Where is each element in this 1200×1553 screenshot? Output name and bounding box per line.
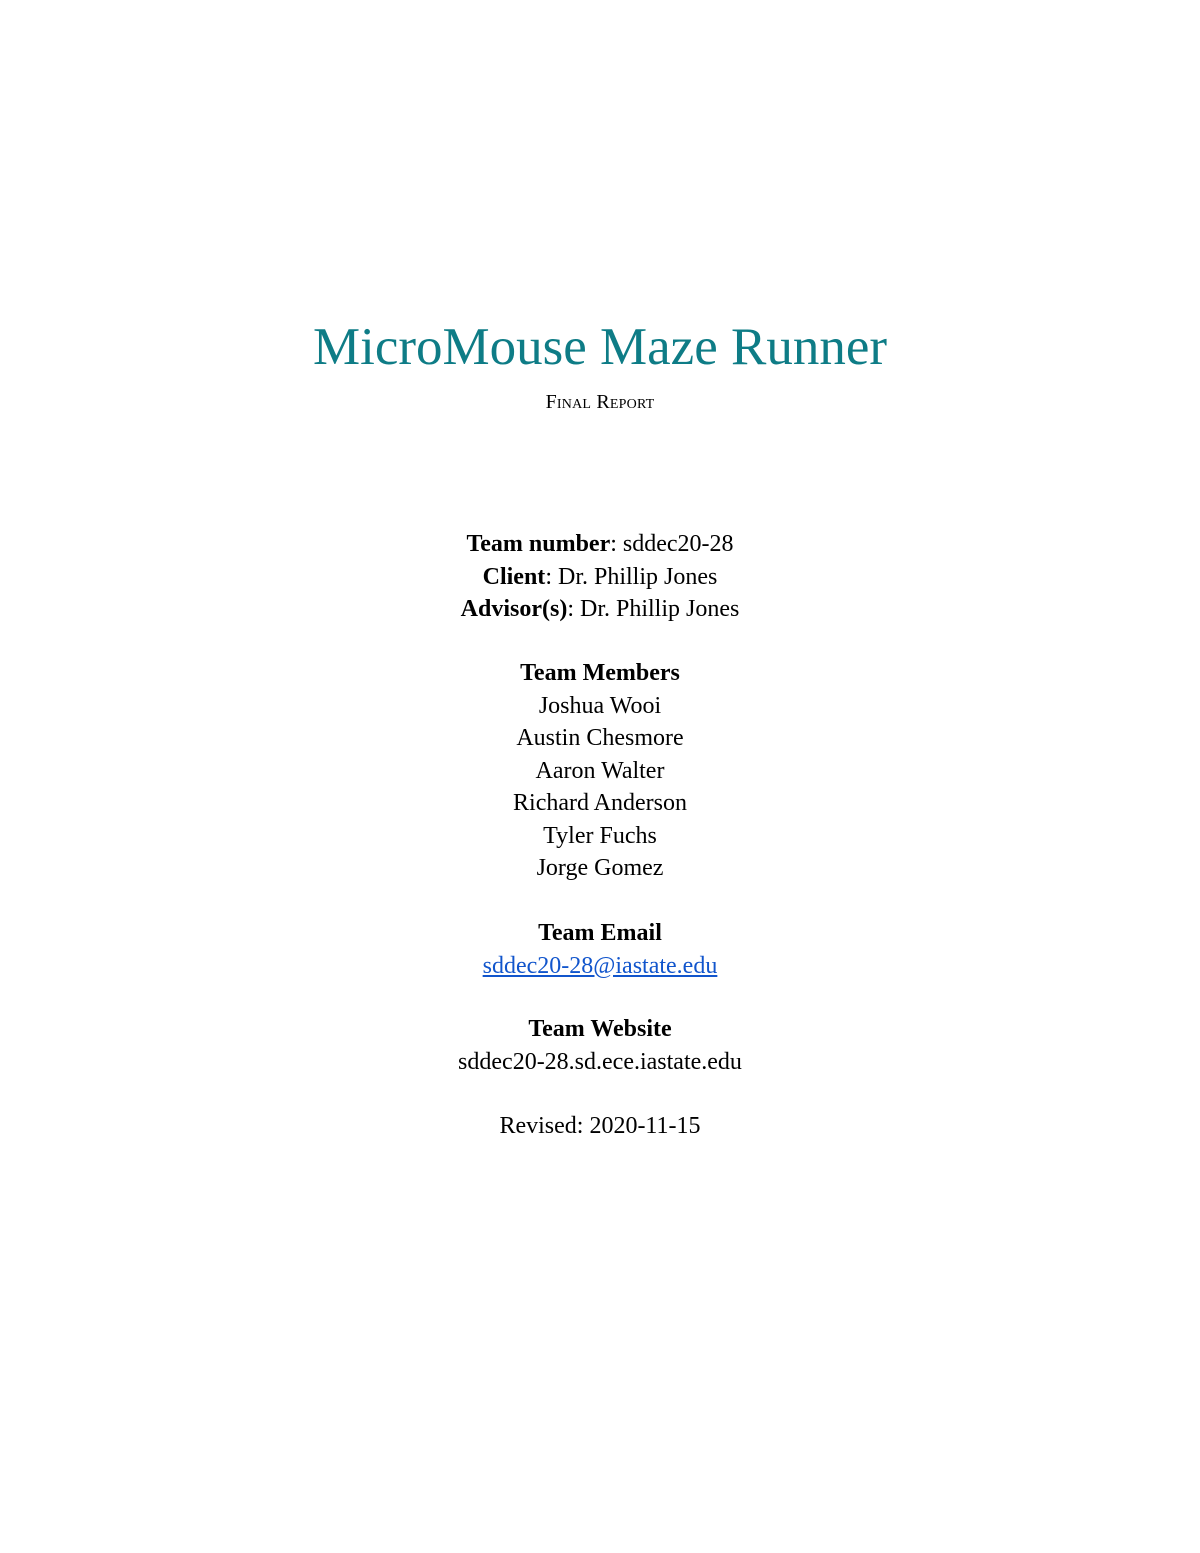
team-website-url: sddec20-28.sd.ece.iastate.edu — [458, 1048, 742, 1075]
document-title: MicroMouse Maze Runner — [312, 318, 888, 376]
team-website-block — [0, 1013, 1200, 1078]
advisor-line — [0, 593, 1200, 626]
team-number-label: Team number — [466, 531, 611, 557]
team-member: Tyler Fuchs — [543, 822, 657, 849]
team-email-heading: Team Email — [538, 920, 662, 946]
team-member: Jorge Gomez — [536, 855, 664, 881]
team-members-heading: Team Members — [520, 660, 680, 686]
team-members-block — [0, 657, 1200, 885]
team-info-block — [0, 528, 1200, 626]
team-number-line — [0, 528, 1200, 561]
advisor-label: Advisor(s) — [460, 596, 568, 622]
revised-date: Revised: 2020-11-15 — [499, 1113, 701, 1139]
team-member: Aaron Walter — [535, 757, 665, 784]
document-subtitle: Final Report — [545, 391, 655, 413]
team-email-block — [0, 917, 1200, 982]
revised-date-block — [0, 1110, 1200, 1143]
client-line — [0, 561, 1200, 594]
client-value: : Dr. Phillip Jones — [545, 563, 718, 590]
team-member: Austin Chesmore — [516, 725, 684, 751]
team-website-heading: Team Website — [528, 1016, 672, 1042]
team-email-link[interactable]: sddec20-28@iastate.edu — [482, 952, 718, 979]
advisor-value: : Dr. Phillip Jones — [567, 596, 740, 622]
client-label: Client — [482, 563, 546, 590]
team-member: Richard Anderson — [513, 790, 687, 816]
team-member: Joshua Wooi — [538, 692, 662, 719]
team-number-value: : sddec20-28 — [610, 531, 734, 557]
